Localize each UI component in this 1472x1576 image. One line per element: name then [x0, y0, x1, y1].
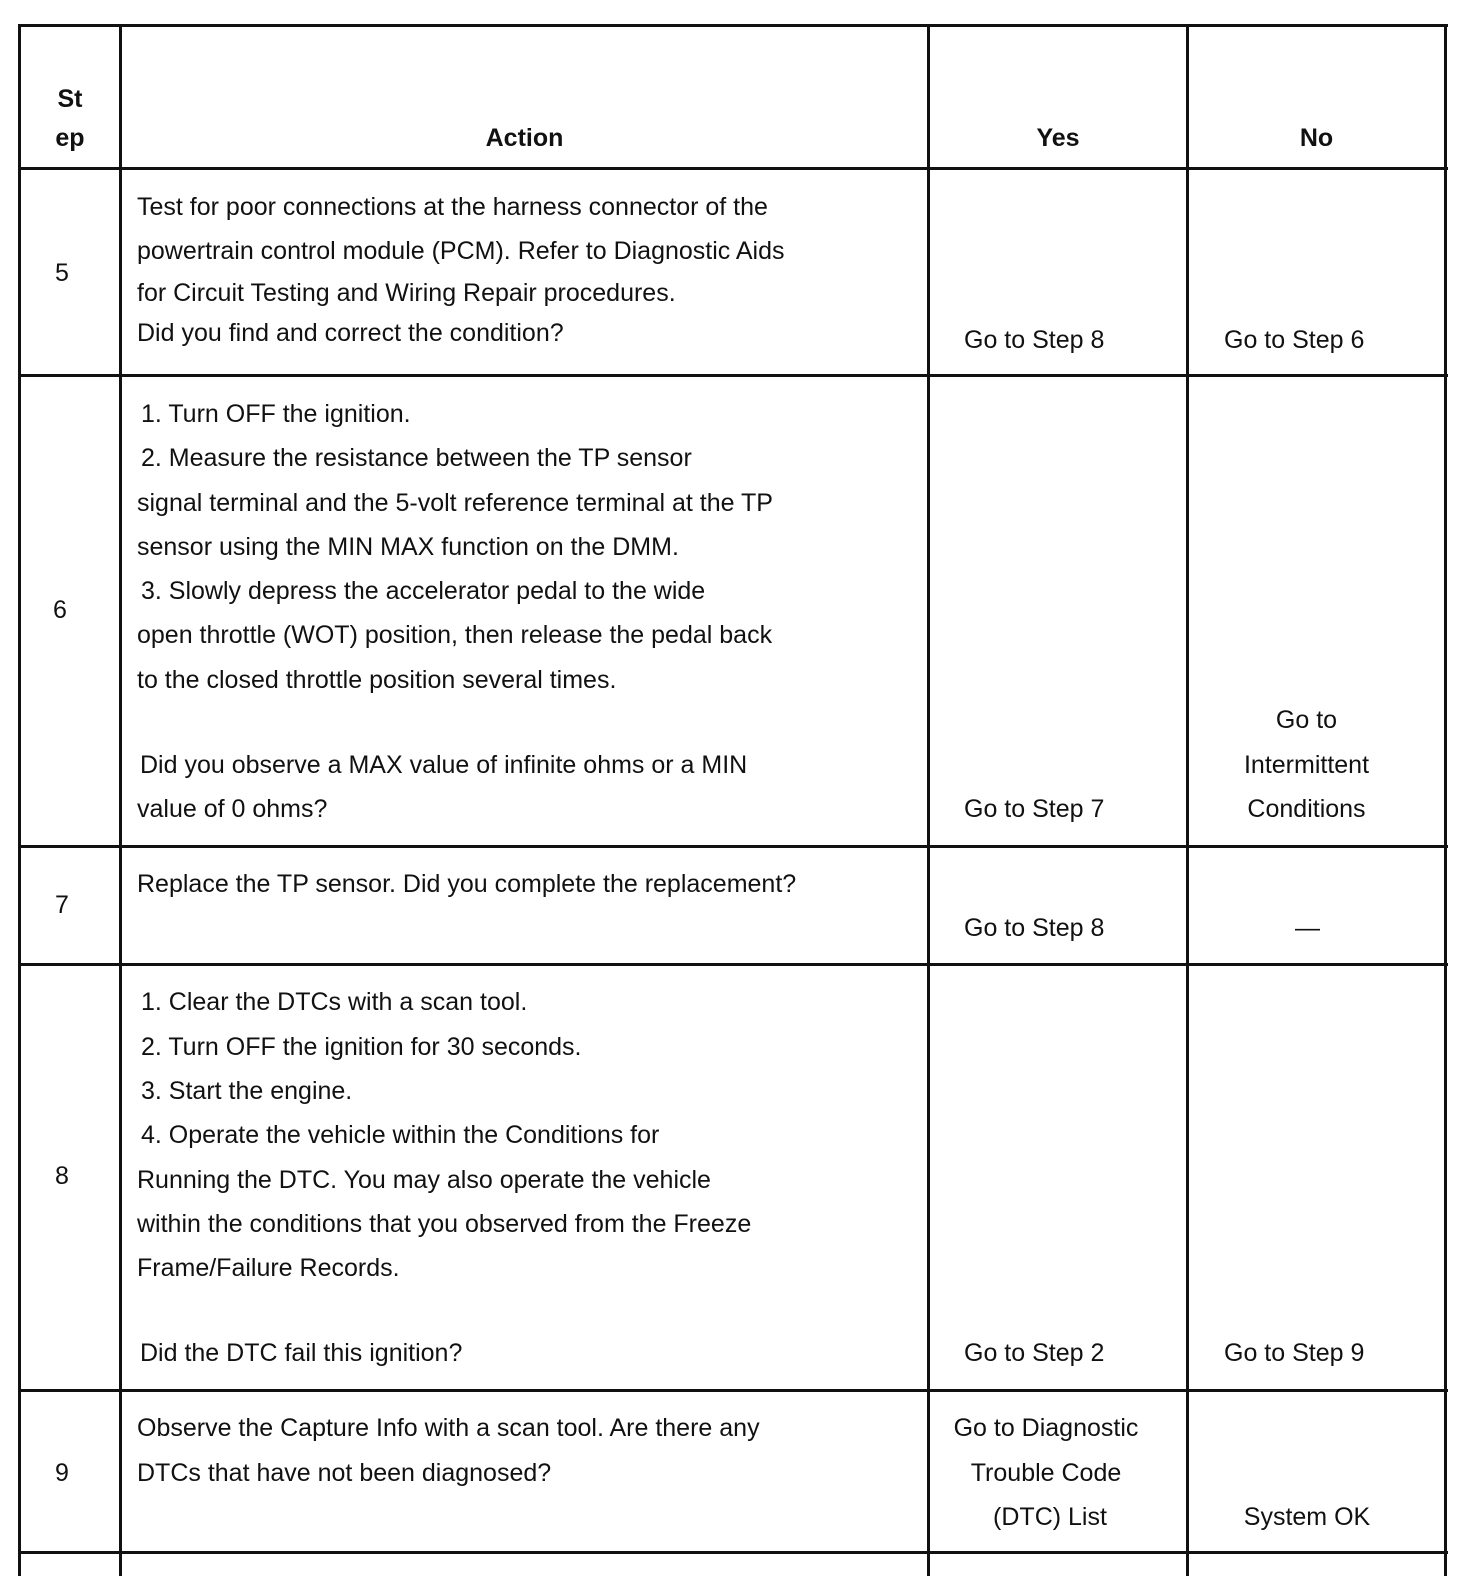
column-divider — [1444, 24, 1447, 1576]
action-line: open throttle (WOT) position, then release the pedal back — [137, 621, 773, 649]
action-line: Did you observe a MAX value of infinite ohms or a MIN — [140, 751, 748, 779]
action-line: powertrain control module (PCM). Refer to Diagnostic Aids — [137, 237, 785, 265]
action-line: 2. Turn OFF the ignition for 30 seconds. — [141, 1033, 582, 1061]
header-yes: Yes — [1036, 124, 1080, 152]
action-line: DTCs that have not been diagnosed? — [137, 1459, 552, 1487]
action-line: 3. Slowly depress the accelerator pedal to the wide — [141, 577, 706, 605]
no-outcome: — — [1295, 914, 1320, 942]
action-line: Replace the TP sensor. Did you complete the replacement? — [137, 870, 797, 898]
yes-outcome: Go to Step 7 — [964, 795, 1105, 823]
row-divider — [18, 167, 1448, 170]
header-step: St — [57, 85, 83, 113]
yes-outcome: (DTC) List — [993, 1503, 1107, 1531]
action-line: 3. Start the engine. — [141, 1077, 353, 1105]
action-line: 2. Measure the resistance between the TP sensor — [141, 444, 692, 472]
action-line: to the closed throttle position several times. — [137, 666, 617, 694]
yes-outcome: Go to Step 8 — [964, 326, 1105, 354]
row-divider — [18, 845, 1448, 848]
step-number: 6 — [53, 596, 67, 624]
header-step: ep — [55, 124, 85, 152]
step-number: 8 — [55, 1162, 69, 1190]
no-outcome: Intermittent — [1243, 751, 1370, 779]
no-outcome: Go to Step 9 — [1224, 1339, 1365, 1367]
action-line: sensor using the MIN MAX function on the DMM. — [137, 533, 679, 561]
action-line: within the conditions that you observed from the Freeze — [137, 1210, 752, 1238]
header-action: Action — [485, 124, 564, 152]
action-line: Did the DTC fail this ignition? — [140, 1339, 463, 1367]
no-outcome: Go to Step 6 — [1224, 326, 1365, 354]
yes-outcome: Trouble Code — [970, 1459, 1122, 1487]
yes-outcome: Go to Step 8 — [964, 914, 1105, 942]
action-line: signal terminal and the 5-volt reference terminal at the TP — [137, 489, 773, 517]
no-outcome: Conditions — [1247, 795, 1366, 823]
action-line: Test for poor connections at the harness connector of the — [137, 193, 768, 221]
yes-outcome: Go to Step 2 — [964, 1339, 1105, 1367]
yes-outcome: Go to Diagnostic — [953, 1414, 1139, 1442]
action-line: for Circuit Testing and Wiring Repair procedures. — [137, 279, 676, 307]
action-line: 4. Operate the vehicle within the Conditions for — [141, 1121, 660, 1149]
action-line: Frame/Failure Records. — [137, 1254, 400, 1282]
row-divider — [18, 1551, 1448, 1554]
action-line: Observe the Capture Info with a scan tool. Are there any — [137, 1414, 760, 1442]
action-line: Running the DTC. You may also operate the vehicle — [137, 1166, 711, 1194]
row-divider — [18, 374, 1448, 377]
table-border — [18, 24, 1448, 27]
column-divider — [119, 24, 122, 1576]
action-line: 1. Clear the DTCs with a scan tool. — [141, 988, 528, 1016]
step-number: 7 — [55, 891, 69, 919]
no-outcome: System OK — [1243, 1503, 1371, 1531]
header-no: No — [1299, 124, 1334, 152]
action-line: 1. Turn OFF the ignition. — [141, 400, 411, 428]
step-number: 9 — [55, 1459, 69, 1487]
step-number: 5 — [55, 259, 69, 287]
action-line: value of 0 ohms? — [137, 795, 328, 823]
column-divider — [18, 24, 21, 1576]
row-divider — [18, 1389, 1448, 1392]
action-line: Did you find and correct the condition? — [137, 319, 564, 347]
column-divider — [927, 24, 930, 1576]
row-divider — [18, 963, 1448, 966]
no-outcome: Go to — [1275, 706, 1338, 734]
